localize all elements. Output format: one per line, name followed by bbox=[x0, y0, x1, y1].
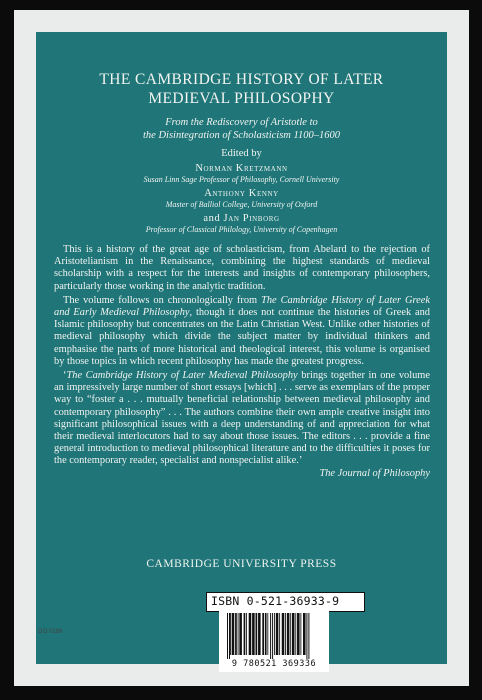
barcode-bar bbox=[303, 613, 306, 655]
barcode-bar bbox=[306, 613, 307, 659]
subtitle-line-1: From the Rediscovery of Aristotle to bbox=[165, 117, 318, 128]
barcode-bar bbox=[249, 613, 252, 655]
barcode-bar bbox=[244, 613, 246, 655]
p3-book-reference: The Cambridge History of Later Medieval Philosophy bbox=[66, 370, 298, 382]
barcode-bar bbox=[285, 613, 286, 655]
barcode-bar bbox=[246, 613, 247, 655]
isbn-text: ISBN 0-521-36933-9 bbox=[211, 594, 340, 608]
barcode-bar bbox=[274, 613, 275, 655]
editor-role-2: Master of Balliol College, University of Oxford bbox=[165, 200, 318, 209]
barcode-bar bbox=[290, 613, 291, 655]
subtitle-line-2: the Disintegration of Scholasticism 1100–1600 bbox=[143, 130, 340, 141]
book-title bbox=[36, 70, 447, 108]
barcode-bar bbox=[235, 613, 237, 655]
book-subtitle bbox=[36, 116, 447, 142]
blurb bbox=[54, 244, 430, 480]
barcode-bar bbox=[252, 613, 255, 655]
p2-book-reference: The Cambridge History of Later Greek and Early Medieval Philosophy bbox=[54, 294, 430, 319]
barcode bbox=[219, 609, 329, 672]
editor-name-3-line bbox=[36, 213, 447, 225]
publisher-name: CAMBRIDGE UNIVERSITY PRESS bbox=[146, 558, 337, 570]
barcode-bar bbox=[256, 613, 258, 655]
barcode-bar bbox=[227, 613, 228, 659]
p3-text: brings together in one volume an impressively large number of short essays [which] . . . serve as exemplars of the proper way to “foster a . . . mutually beneficial relationship between medieval philosophy and contemporary philosophy” . . . The authors combine their own ample creative insight into significant philosophical issues with a deep understanding of and appreciation for what their medieval interlocutors had to say about those issues. The editors . . . provide a fine general introduction to medieval philosophical literature and to the difficulties it poses for the contemporary reader, specialist and nonspecialist alike.’ bbox=[54, 370, 431, 467]
barcode-bar bbox=[230, 613, 231, 655]
title-line-2: MEDIEVAL PHILOSOPHY bbox=[148, 90, 335, 107]
editor-name-3: Jan Pinborg bbox=[223, 213, 280, 224]
barcode-bar bbox=[238, 613, 239, 655]
barcode-bar bbox=[308, 613, 309, 659]
barcode-bar bbox=[239, 613, 242, 655]
product-code: GO 0189 bbox=[38, 629, 63, 635]
barcode-bar bbox=[300, 613, 301, 655]
editor-role-3: Professor of Classical Philology, University of Copenhagen bbox=[145, 225, 338, 234]
title-line-1: THE CAMBRIDGE HISTORY OF LATER bbox=[99, 71, 384, 88]
barcode-bar bbox=[287, 613, 290, 655]
barcode-bar bbox=[282, 613, 285, 655]
barcode-bars-icon bbox=[219, 609, 329, 659]
barcode-bar bbox=[267, 613, 268, 655]
edited-by-label: Edited by bbox=[221, 148, 262, 159]
editor-name-2: Anthony Kenny bbox=[204, 188, 279, 199]
blurb-paragraph-1: This is a history of the great age of scholasticism, from Abelard to the rejection of Aristotelianism in the Renaissance, combining the highest standards of medieval scholarship with a respect for the interests and insights of contemporary philosophers, particularly those working in the analytic tradition. bbox=[54, 244, 430, 292]
barcode-bar bbox=[270, 613, 271, 659]
barcode-bar bbox=[262, 613, 264, 655]
p2-text-a: The volume follows on chronologically from bbox=[63, 294, 262, 306]
p3-open-quote: ‘ bbox=[63, 370, 67, 382]
barcode-bar bbox=[229, 613, 230, 659]
barcode-bar bbox=[265, 613, 267, 655]
editor-name-1: Norman Kretzmann bbox=[195, 163, 288, 174]
editor-and-word: and bbox=[203, 213, 221, 224]
review-quote bbox=[54, 370, 430, 480]
teal-panel bbox=[36, 32, 447, 669]
book-back-cover bbox=[14, 10, 469, 686]
barcode-bar bbox=[232, 613, 235, 655]
barcode-bar bbox=[297, 613, 300, 655]
barcode-bar bbox=[295, 613, 296, 655]
barcode-bar bbox=[272, 613, 273, 659]
editor-role-1: Susan Linn Sage Professor of Philosophy, Cornell University bbox=[143, 175, 340, 184]
barcode-bar bbox=[276, 613, 279, 655]
p2-text-b: , though it does not continue the histories of Greek and Islamic philosophy but concentrates on the Latin Christian West. Unlike other histories of medieval philosophy which divide the subject matter by individual thinkers and emphasise the parts of more historical and theological interest, this volume is organised by those topics in which recent philosophy has made the greatest progress. bbox=[54, 307, 431, 367]
blurb-paragraph-2 bbox=[54, 295, 430, 368]
review-source: The Journal of Philosophy bbox=[319, 467, 430, 479]
barcode-number: 9 780521 369336 bbox=[231, 659, 317, 669]
barcode-bar bbox=[279, 613, 280, 655]
barcode-bar bbox=[258, 613, 261, 655]
barcode-bar bbox=[292, 613, 295, 655]
